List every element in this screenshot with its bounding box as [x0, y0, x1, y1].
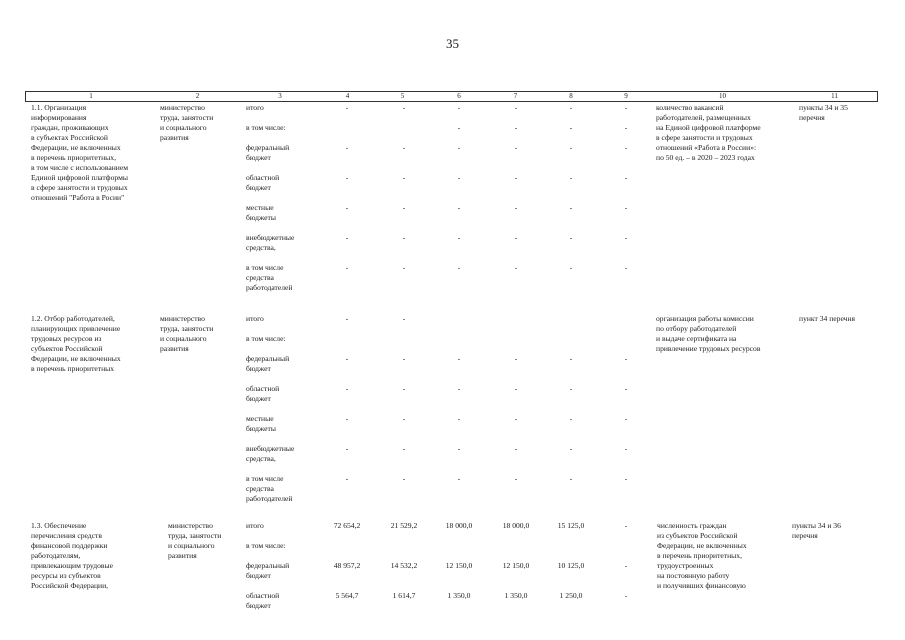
funding-source-label: бюджеты [246, 424, 276, 433]
value-cell: 1 350,0 [447, 591, 471, 600]
value-cell: - [402, 143, 406, 152]
executor-text: труда, занятости [168, 531, 222, 540]
funding-source-label: областной [246, 591, 280, 600]
funding-source-label: итого [246, 521, 264, 530]
value-cell: - [624, 123, 628, 132]
event-text: в перечень приоритетных [31, 364, 115, 373]
value-cell: - [402, 414, 406, 423]
value-cell: - [569, 263, 573, 272]
value-cell: - [402, 384, 406, 393]
value-cell: - [569, 103, 573, 112]
event-text: перечисления средств [31, 531, 102, 540]
funding-source-label: итого [246, 314, 264, 323]
value-cell: - [624, 521, 628, 530]
funding-source-label: работодателей [246, 283, 293, 292]
value-cell: - [514, 384, 518, 393]
reference-text: перечня [792, 531, 818, 540]
value-cell: - [624, 591, 628, 600]
value-cell: - [402, 233, 406, 242]
reference-text: пункты 34 и 35 [799, 103, 848, 112]
event-text: 1.3. Обеспечение [31, 521, 87, 530]
funding-source-label: бюджет [246, 601, 271, 610]
header-label: 10 [719, 92, 726, 100]
result-text: на постоянную работу [657, 571, 730, 580]
result-text: в сфере занятости и трудовых [656, 133, 753, 142]
result-text: Федерации, не включенных [657, 541, 747, 550]
event-text: в субъектах Российской [31, 133, 108, 142]
event-text: в перечень приоритетных, [31, 153, 116, 162]
value-cell: - [624, 354, 628, 363]
header-label: 7 [513, 92, 518, 100]
value-cell: - [457, 103, 461, 112]
result-text: на Единой цифровой платформе [656, 123, 761, 132]
reference-text: пункты 34 и 36 [792, 521, 841, 530]
value-cell: - [514, 123, 518, 132]
header-cell-11 [792, 91, 878, 102]
funding-source-label: бюджет [246, 394, 271, 403]
event-text: Российской Федерации, [31, 581, 109, 590]
value-cell: 21 529,2 [390, 521, 418, 530]
value-cell: - [514, 203, 518, 212]
value-cell: - [624, 384, 628, 393]
value-cell: - [345, 414, 349, 423]
value-cell: 72 654,2 [333, 521, 361, 530]
result-text: трудоустроенных [657, 561, 714, 570]
value-cell: - [624, 173, 628, 182]
result-text: количество вакансий [656, 103, 724, 112]
value-cell: - [457, 233, 461, 242]
funding-source-label: областной [246, 173, 280, 182]
funding-source-label: местные [246, 414, 274, 423]
event-text: субъектов Российской [31, 344, 103, 353]
value-cell: - [514, 474, 518, 483]
value-cell: - [457, 203, 461, 212]
value-cell: - [569, 123, 573, 132]
value-cell: - [569, 233, 573, 242]
value-cell: - [624, 263, 628, 272]
executor-text: и социального [168, 541, 215, 550]
value-cell: 18 000,0 [445, 521, 473, 530]
header-cell-7 [488, 91, 543, 102]
executor-text: и социального [160, 123, 207, 132]
funding-source-label: итого [246, 103, 264, 112]
value-cell: - [402, 103, 406, 112]
funding-source-label: бюджет [246, 183, 271, 192]
event-text: в том числе с использованием [31, 163, 128, 172]
value-cell: - [569, 143, 573, 152]
result-text: в перечень приоритетных, [657, 551, 742, 560]
value-cell: - [457, 384, 461, 393]
event-text: информирования [31, 113, 87, 122]
header-cell-3 [240, 91, 320, 102]
value-cell: - [345, 103, 349, 112]
value-cell: - [402, 444, 406, 453]
funding-source-label: бюджет [246, 153, 271, 162]
funding-source-label: средства [246, 484, 274, 493]
value-cell: 12 150,0 [502, 561, 530, 570]
event-text: отношений "Работа в Росии" [31, 193, 125, 202]
result-text: привлечение трудовых ресурсов [656, 344, 761, 353]
header-label: 2 [195, 92, 200, 100]
value-cell: - [345, 173, 349, 182]
value-cell: - [345, 233, 349, 242]
header-label: 11 [831, 92, 838, 100]
funding-source-label: федеральный [246, 561, 290, 570]
event-text: ресурсы из субъектов [31, 571, 101, 580]
header-label: 1 [89, 92, 93, 100]
value-cell: - [345, 263, 349, 272]
value-cell: - [514, 444, 518, 453]
value-cell: - [345, 444, 349, 453]
reference-text: перечня [799, 113, 825, 122]
value-cell: - [624, 474, 628, 483]
funding-source-label: в том числе: [246, 334, 286, 343]
executor-text: труда, занятости [160, 113, 214, 122]
executor-text: развития [160, 344, 189, 353]
value-cell: - [345, 384, 349, 393]
value-cell: 1 250,0 [559, 591, 583, 600]
header-cell-1 [25, 91, 156, 102]
value-cell: 10 125,0 [557, 561, 585, 570]
funding-source-label: средства [246, 273, 274, 282]
executor-text: развития [168, 551, 197, 560]
value-cell: - [457, 263, 461, 272]
value-cell: - [402, 474, 406, 483]
funding-source-label: местные [246, 203, 274, 212]
header-label: 3 [278, 92, 282, 100]
reference-text: пункт 34 перечня [799, 314, 856, 323]
event-text: привлекающим трудовые [31, 561, 113, 570]
value-cell: - [624, 414, 628, 423]
value-cell: 5 564,7 [335, 591, 359, 600]
event-text: Единой цифровой платформы [31, 173, 128, 182]
value-cell: - [402, 203, 406, 212]
header-label: 6 [457, 92, 461, 100]
value-cell: 18 000,0 [502, 521, 530, 530]
result-text: по 50 ед. – в 2020 – 2023 годах [656, 153, 755, 162]
value-cell: - [402, 173, 406, 182]
executor-text: министерство [160, 103, 205, 112]
result-text: численность граждан [657, 521, 727, 530]
value-cell: 14 532,2 [390, 561, 418, 570]
value-cell: - [457, 123, 461, 132]
value-cell: - [345, 203, 349, 212]
funding-source-label: бюджет [246, 571, 271, 580]
value-cell: - [624, 203, 628, 212]
value-cell: 15 125,0 [557, 521, 585, 530]
funding-source-label: средства, [246, 454, 276, 463]
value-cell: 1 614,7 [392, 591, 416, 600]
value-cell: - [569, 384, 573, 393]
value-cell: - [345, 354, 349, 363]
executor-text: и социального [160, 334, 207, 343]
funding-source-label: работодателей [246, 494, 293, 503]
header-label: 4 [345, 92, 350, 100]
value-cell: - [402, 263, 406, 272]
value-cell: 48 957,2 [333, 561, 361, 570]
value-cell: - [457, 414, 461, 423]
funding-source-label: внебюджетные [246, 444, 295, 453]
header-cell-8 [543, 91, 599, 102]
funding-source-label: федеральный [246, 143, 290, 152]
header-cell-2 [155, 91, 240, 102]
value-cell: - [514, 103, 518, 112]
value-cell: 12 150,0 [445, 561, 473, 570]
funding-source-label: областной [246, 384, 280, 393]
funding-source-label: бюджет [246, 364, 271, 373]
value-cell: - [569, 414, 573, 423]
value-cell: - [624, 103, 628, 112]
event-text: трудовых ресурсов из [31, 334, 102, 343]
funding-source-label: федеральный [246, 354, 290, 363]
value-cell: - [569, 444, 573, 453]
value-cell: - [402, 314, 406, 323]
value-cell: - [569, 173, 573, 182]
value-cell: - [457, 444, 461, 453]
event-text: планирующих привлечение [31, 324, 121, 333]
value-cell: - [457, 354, 461, 363]
header-cell-6 [430, 91, 488, 102]
value-cell: - [514, 414, 518, 423]
result-text: по отбору работодателей [656, 324, 737, 333]
header-label: 8 [569, 92, 573, 100]
value-cell: - [624, 561, 628, 570]
event-text: в сфере занятости и трудовых [31, 183, 128, 192]
funding-source-label: бюджеты [246, 213, 276, 222]
funding-source-label: внебюджетные [246, 233, 295, 242]
event-text: 1.2. Отбор работодателей, [31, 314, 115, 323]
value-cell: - [569, 203, 573, 212]
value-cell: - [514, 263, 518, 272]
funding-source-label: в том числе: [246, 541, 286, 550]
result-text: организация работы комиссии [656, 314, 754, 323]
value-cell: - [345, 474, 349, 483]
event-text: работодателям, [31, 551, 81, 560]
value-cell: - [402, 354, 406, 363]
value-cell: - [457, 143, 461, 152]
value-cell: - [345, 314, 349, 323]
page-number: 35 [446, 36, 459, 51]
result-text: из субъектов Российской [657, 531, 738, 540]
value-cell: - [514, 354, 518, 363]
event-text: Федерации, не включенных [31, 354, 121, 363]
value-cell: - [345, 143, 349, 152]
event-text: Федерации, не включенных [31, 143, 121, 152]
executor-text: развития [160, 133, 189, 142]
event-text: граждан, проживающих [31, 123, 109, 132]
value-cell: - [514, 233, 518, 242]
value-cell: - [624, 233, 628, 242]
header-cell-5 [375, 91, 430, 102]
result-text: отношений «Работа в России»: [656, 143, 757, 152]
value-cell: - [514, 143, 518, 152]
funding-source-label: в том числе [246, 263, 284, 272]
executor-text: труда, занятости [160, 324, 214, 333]
executor-text: министерство [160, 314, 205, 323]
result-text: и выдаче сертификата на [656, 334, 737, 343]
value-cell: - [569, 354, 573, 363]
header-cell-10 [653, 91, 792, 102]
header-cell-4 [320, 91, 375, 102]
value-cell: 1 350,0 [504, 591, 528, 600]
value-cell: - [624, 444, 628, 453]
event-text: 1.1. Организация [31, 103, 87, 112]
value-cell: - [514, 173, 518, 182]
value-cell: - [457, 474, 461, 483]
event-text: финансовой поддержки [31, 541, 108, 550]
funding-source-label: в том числе: [246, 123, 286, 132]
value-cell: - [569, 474, 573, 483]
funding-source-label: средства, [246, 243, 276, 252]
header-cell-9 [599, 91, 653, 102]
value-cell: - [624, 143, 628, 152]
executor-text: министерство [168, 521, 213, 530]
value-cell: - [457, 173, 461, 182]
header-label: 9 [624, 92, 628, 100]
funding-source-label: в том числе [246, 474, 284, 483]
header-label: 5 [400, 92, 405, 100]
result-text: и получивших финансовую [657, 581, 746, 590]
result-text: работодателей, размещенных [656, 113, 751, 122]
